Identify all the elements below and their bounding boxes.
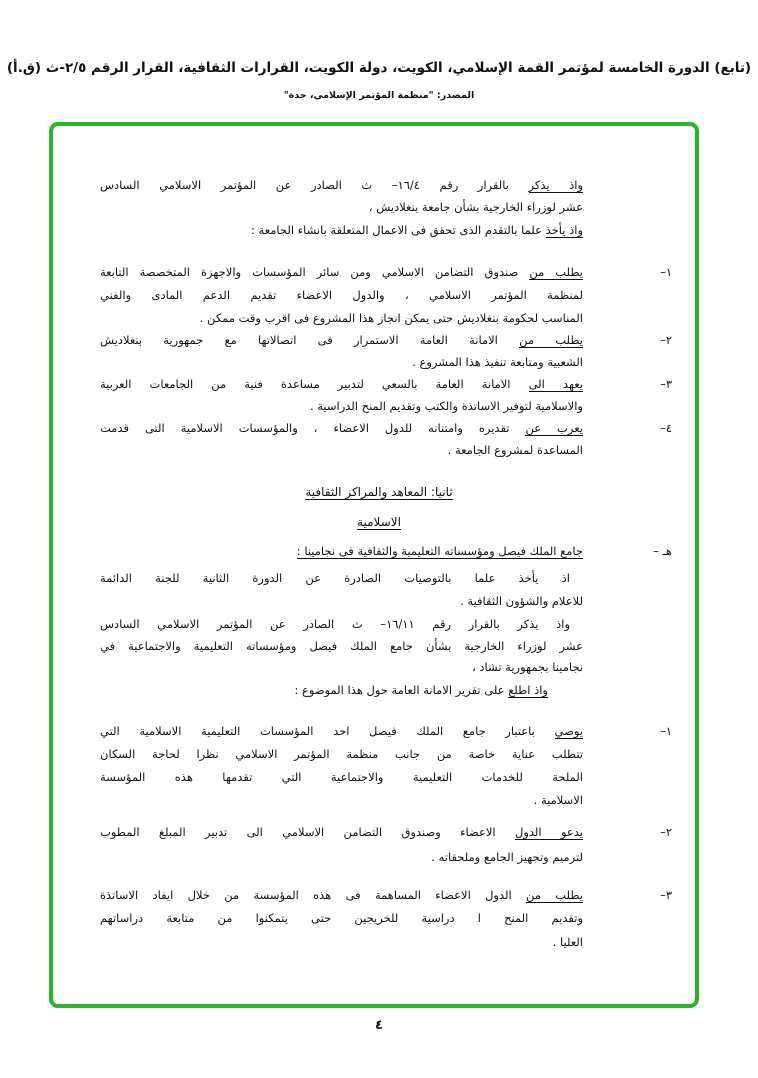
item-line: المساعدة لمشروع الجامعة . <box>447 443 583 457</box>
text: الاعضاء وصندوق التضامن الاسلامي الى تدبير المبلغ المطوب <box>100 825 515 839</box>
text: الامانة العامة الاستمرار فى اتصالاتها مع جمهورية بنغلاديش <box>100 333 520 347</box>
item-number: ٣– <box>660 377 672 391</box>
text: باعتبار جامع الملك فيصل احد المؤسسات التعليمية الاسلامية التي <box>100 724 555 738</box>
item-line: لمنظمة المؤتمر الاسلامي ، والدول الاعضاء تقديم الدعم المادى والفني <box>100 288 583 302</box>
document-source: المصدر: "منظمة المؤتمر الإسلامي، جدة" <box>283 90 475 101</box>
text: علما بالتقدم الذى تحقق فى الاعمال المتعلقة بانشاء الجامعة : <box>251 223 546 237</box>
heading-text: ثانيا: المعاهد والمراكز الثقافية <box>305 485 453 499</box>
item-number: ١– <box>660 724 672 738</box>
text: الدول الاعضاء المساهمة فى هذه المؤسسة من خلال ايفاد الاساتذة <box>100 888 527 902</box>
item-number: ٢– <box>660 825 672 839</box>
subheading-text: الاسلامية <box>357 515 401 529</box>
item-line: الشعبية ومتابعة تنفيذ هذا المشروع . <box>412 355 583 369</box>
para-line: عشر لوزراء الخارجية بشأن جامع الملك فيصل ومؤسساته التعليمية والاجتماعية في <box>100 639 583 653</box>
keyword: يوصي <box>554 724 583 738</box>
para-line: للاعلام والشؤون الثقافية . <box>460 594 583 608</box>
keyword: يطلب من <box>529 265 583 279</box>
keyword: يطلب من <box>519 333 583 347</box>
section-heading <box>0 483 758 501</box>
item-line: المناسب لحكومة بنغلاديش حتى يمكن انجاز هذا المشروع فى اقرب وقت ممكن . <box>199 311 583 325</box>
item-line: وتقديم المنح ا دراسية للخريجين حتى يتمكنوا من متابعة دراساتهم <box>100 911 583 925</box>
item-line: الملحة للخدمات التعليمية والاجتماعية التي تقدمها هذه المؤسسة <box>100 770 583 784</box>
item-line: لترميم وتجهيز الجامع وملحقاته . <box>431 850 583 864</box>
keyword: يطلب من <box>526 888 583 902</box>
text: بالقرار رقم ١٦/٤– ث الصادر عن المؤتمر الاسلامي السادس <box>100 178 529 192</box>
text: صندوق التضامن الاسلامي ومن سائر المؤسسات والاجهزة المتخصصة التابعة <box>100 265 530 279</box>
item-line <box>100 886 583 904</box>
preamble-line: عشر لوزراء الخارجية بشأن جامعة بنغلاديش ، <box>368 200 583 214</box>
text: تقديره وامتنانه للدول الاعضاء ، والمؤسسات الاسلامية التى قدمت <box>100 421 526 435</box>
text: الامانة العامة بالسعي لتدبير مساعدة فنية من الجامعات العربية <box>100 377 529 391</box>
item-line: والاسلامية لتوفير الاساتذة والكتب وتقديم المنح الدراسية . <box>309 399 583 413</box>
para-line <box>100 681 548 699</box>
item-number: ٤– <box>660 421 672 435</box>
preamble-line <box>100 176 583 194</box>
item-line <box>100 375 583 393</box>
item-line <box>100 263 583 281</box>
keyword: يعهد الى <box>528 377 584 391</box>
item-title <box>100 542 583 560</box>
text: على تقرير الامانة العامة حول هذا الموضوع : <box>294 683 509 697</box>
green-frame <box>49 122 699 1008</box>
item-number: ١– <box>660 265 672 279</box>
item-line <box>100 419 583 437</box>
para-line: نجامينا بجمهورية تشاد ، <box>472 660 583 674</box>
keyword: واذ اطلع <box>508 683 548 697</box>
item-letter: هـ – <box>653 544 672 558</box>
item-title-text: جامع الملك فيصل ومؤسساته التعليمية والثقافية فى نجامينا : <box>296 544 583 558</box>
item-line: الاسلامية . <box>533 793 583 807</box>
item-line <box>100 331 583 349</box>
item-number: ٣– <box>660 888 672 902</box>
item-number: ٢– <box>660 333 672 347</box>
para-line: واذ يذكر بالقرار رقم ١٦/١١– ث الصادر عن المؤتمر الاسلامي السادس <box>100 617 571 631</box>
keyword: واذ يذكر <box>528 178 583 192</box>
item-line: تتطلب عناية خاصة من جانب منظمة المؤتمر الاسلامي نظرا لحاجة السكان <box>100 747 583 761</box>
section-subheading <box>0 513 758 531</box>
para-line: اذ يأخذ علما بالتوصيات الصادرة عن الدورة الثانية للجنة الدائمة <box>100 571 570 585</box>
keyword: واذ يأخذ <box>545 223 583 237</box>
page-number: ٤ <box>375 1018 383 1033</box>
keyword: يدعو الدول <box>514 825 583 839</box>
item-line: العليا . <box>552 935 583 949</box>
document-title: (تابع) الدورة الخامسة لمؤتمر القمة الإسلامي، الكويت، دولة الكويت، القرارات الثقافية، القرار الرقم ٢/٥-ث (ق.أ) <box>6 60 752 76</box>
item-line <box>100 722 583 740</box>
keyword: يعرب عن <box>525 421 583 435</box>
item-line <box>100 823 583 841</box>
preamble-line <box>100 221 583 239</box>
